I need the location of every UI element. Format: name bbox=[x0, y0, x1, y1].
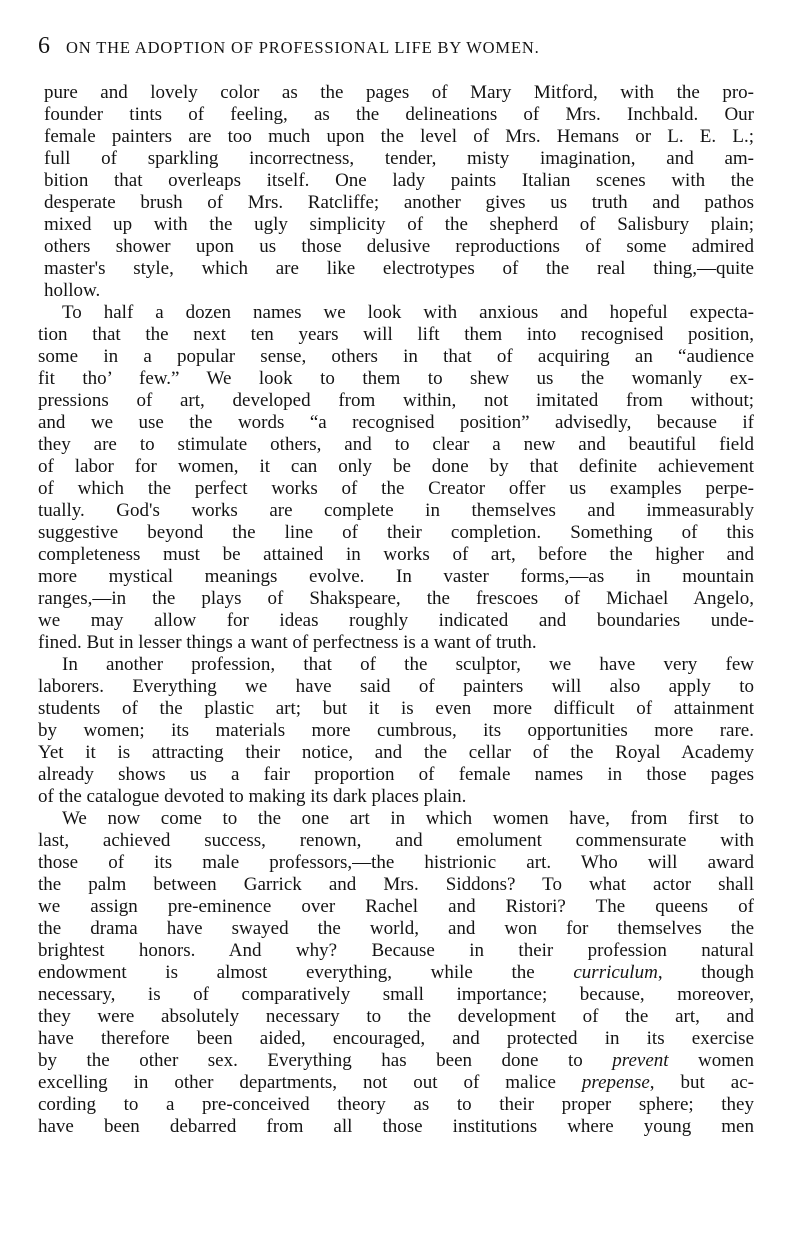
text-line: others shower upon us those delusive reproductions of some admired bbox=[44, 236, 754, 257]
text-line: of which the perfect works of the Creator offer us examples perpe- bbox=[38, 478, 754, 499]
text-line: more mystical meanings evolve. In vaster forms,—as in mountain bbox=[38, 566, 754, 587]
paragraph-1 bbox=[38, 82, 754, 302]
text-line: In another profession, that of the sculptor, we have very few bbox=[62, 654, 754, 675]
text-line: have been debarred from all those institutions where young men bbox=[38, 1116, 754, 1137]
text-line: hollow. bbox=[44, 280, 101, 301]
body-text bbox=[38, 82, 754, 1138]
text-line: mixed up with the ugly simplicity of the shepherd of Salisbury plain; bbox=[44, 214, 754, 235]
text-line: those of its male professors,—the histrionic art. Who will award bbox=[38, 852, 754, 873]
text-line: already shows us a fair proportion of female names in those pages bbox=[38, 764, 754, 785]
text-line: we may allow for ideas roughly indicated and boundaries unde- bbox=[38, 610, 754, 631]
text-line: brightest honors. And why? Because in their profession natural bbox=[38, 940, 754, 961]
text-line: full of sparkling incorrectness, tender, misty imagination, and am- bbox=[44, 148, 754, 169]
text-line: of the catalogue devoted to making its dark places plain. bbox=[38, 786, 467, 807]
text-line: have therefore been aided, encouraged, and protected in its exercise bbox=[38, 1028, 754, 1049]
text-line: they were absolutely necessary to the development of the art, and bbox=[38, 1006, 754, 1027]
paragraph-4 bbox=[38, 808, 754, 1138]
text-line: founder tints of feeling, as the delineations of Mrs. Inchbald. Our bbox=[44, 104, 754, 125]
page-header bbox=[38, 10, 754, 82]
text-line: endowment is almost everything, while the curriculum, though bbox=[38, 962, 754, 983]
text-line: laborers. Everything we have said of painters will also apply to bbox=[38, 676, 754, 697]
text-line: We now come to the one art in which women have, from first to bbox=[62, 808, 754, 829]
paragraph-3 bbox=[38, 654, 754, 808]
text-line: bition that overleaps itself. One lady paints Italian scenes with the bbox=[44, 170, 754, 191]
text-line: ranges,—in the plays of Shakspeare, the frescoes of Michael Angelo, bbox=[38, 588, 754, 609]
text-line: the palm between Garrick and Mrs. Siddons? To what actor shall bbox=[38, 874, 754, 895]
text-line: completeness must be attained in works of art, before the higher and bbox=[38, 544, 754, 565]
text-line: they are to stimulate others, and to clear a new and beautiful field bbox=[38, 434, 754, 455]
text-line: necessary, is of comparatively small importance; because, moreover, bbox=[38, 984, 754, 1005]
text-line: we assign pre-eminence over Rachel and Ristori? The queens of bbox=[38, 896, 754, 917]
text-line: fined. But in lesser things a want of perfectness is a want of truth. bbox=[38, 632, 537, 653]
text-line: pressions of art, developed from within, not imitated from without; bbox=[38, 390, 754, 411]
text-line: last, achieved success, renown, and emolument commensurate with bbox=[38, 830, 754, 851]
text-line: suggestive beyond the line of their completion. Something of this bbox=[38, 522, 754, 543]
text-line: by women; its materials more cumbrous, its opportunities more rare. bbox=[38, 720, 754, 741]
text-line: cording to a pre-conceived theory as to their proper sphere; they bbox=[38, 1094, 754, 1115]
text-line: the drama have swayed the world, and won for themselves the bbox=[38, 918, 754, 939]
paragraph-2 bbox=[38, 302, 754, 654]
text-line: by the other sex. Everything has been done to prevent women bbox=[38, 1050, 754, 1071]
text-line: female painters are too much upon the level of Mrs. Hemans or L. E. L.; bbox=[44, 126, 754, 147]
page-number: 6 bbox=[38, 33, 50, 59]
text-line: students of the plastic art; but it is even more difficult of attainment bbox=[38, 698, 754, 719]
text-line: and we use the words “a recognised position” advisedly, because if bbox=[38, 412, 754, 433]
text-line: of labor for women, it can only be done by that definite achievement bbox=[38, 456, 754, 477]
text-line: tually. God's works are complete in themselves and immeasurably bbox=[38, 500, 754, 521]
text-line: master's style, which are like electrotypes of the real thing,—quite bbox=[44, 258, 754, 279]
text-line: some in a popular sense, others in that of acquiring an “audience bbox=[38, 346, 754, 367]
text-line: tion that the next ten years will lift them into recognised position, bbox=[38, 324, 754, 345]
text-line: desperate brush of Mrs. Ratcliffe; another gives us truth and pathos bbox=[44, 192, 754, 213]
text-line: excelling in other departments, not out of malice prepense, but ac- bbox=[38, 1072, 754, 1093]
text-line: Yet it is attracting their notice, and the cellar of the Royal Academy bbox=[38, 742, 754, 763]
text-line: To half a dozen names we look with anxious and hopeful expecta- bbox=[62, 302, 754, 323]
text-line: pure and lovely color as the pages of Mary Mitford, with the pro- bbox=[44, 82, 754, 103]
running-head: ON THE ADOPTION OF PROFESSIONAL LIFE BY WOMEN. bbox=[66, 38, 540, 57]
book-page bbox=[38, 10, 754, 1138]
text-line: fit tho’ few.” We look to them to shew us the womanly ex- bbox=[38, 368, 754, 389]
